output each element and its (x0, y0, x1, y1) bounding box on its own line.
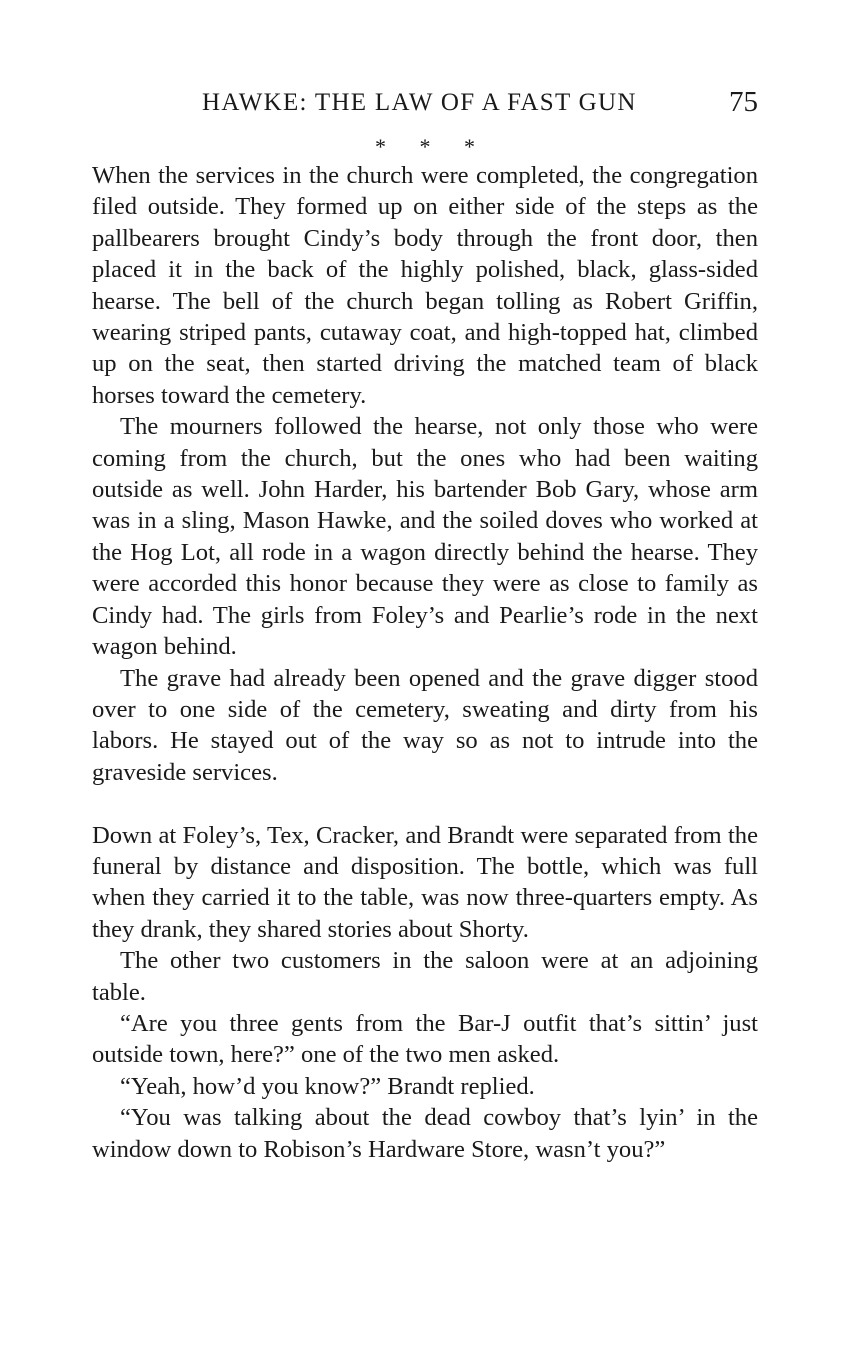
dialogue-line: “Are you three gents from the Bar-J outfit that’s sittin’ just outside town, here?” one of the two men asked. (92, 1009, 758, 1069)
running-head (92, 84, 758, 124)
section-gap (92, 788, 758, 819)
running-title: HAWKE: THE LAW OF A FAST GUN (202, 89, 637, 116)
paragraph-grave-digger: The grave had already been opened and the grave digger stood over to one side of the cemetery, sweating and dirty from his labors. He stayed out of the way so as not to intrude into the graveside services. (92, 664, 758, 786)
scene-break: * * * (375, 134, 489, 159)
paragraph-funeral-procession: When the services in the church were completed, the congregation filed outside. They formed up on either side of the steps as the pallbearers brought Cindy’s body through the front door, then placed it in the back of the highly polished, black, glass-sided hearse. The bell of the church began tolling as Robert Griffin, wearing striped pants, cutaway coat, and high-topped hat, climbed up on the seat, then started driving the matched team of black horses toward the cemetery. (92, 162, 758, 409)
dialogue-line: “Yeah, how’d you know?” Brandt replied. (120, 1072, 535, 1100)
paragraph-foleys-saloon: Down at Foley’s, Tex, Cracker, and Brandt were separated from the funeral by distance and disposition. The bottle, which was full when they carried it to the table, was now three-quarters empty. As they drank, they shared stories about Shorty. (92, 821, 758, 943)
paragraph-mourners: The mourners followed the hearse, not only those who were coming from the church, but the ones who had been waiting outside as well. John Harder, his bartender Bob Gary, whose arm was in a sling, Mason Hawke, and the soiled doves who worked at the Hog Lot, all rode in a wagon directly behind the hearse. They were accorded this honor because they were as close to family as Cindy had. The girls from Foley’s and Pearlie’s rode in the next wagon behind. (92, 413, 758, 661)
page-number: 75 (729, 86, 758, 118)
paragraph-other-customers: The other two customers in the saloon were at an adjoining table. (92, 947, 758, 1006)
book-page (92, 84, 758, 1165)
dialogue-line: “You was talking about the dead cowboy that’s lyin’ in the window down to Robison’s Hardware Store, wasn’t you?” (92, 1104, 758, 1163)
